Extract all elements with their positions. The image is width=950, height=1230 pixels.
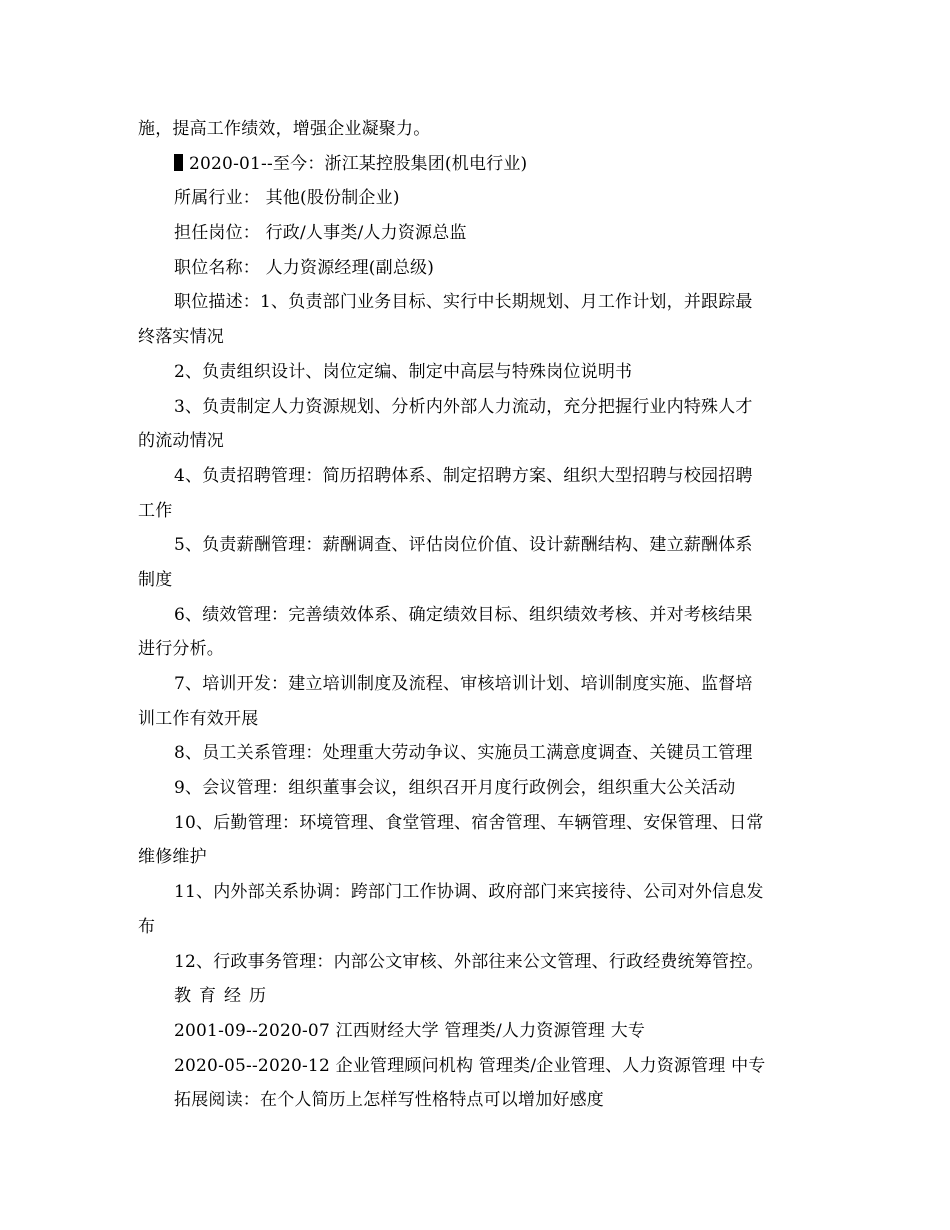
duty-item: 8、员工关系管理：处理重大劳动争议、实施员工满意度调查、关键员工管理 [174,743,753,764]
duty-item: 2、负责组织设计、岗位定编、制定中高层与特殊岗位说明书 [174,361,633,382]
text-line: 布 [138,916,156,937]
duty-item: 10、后勤管理：环境管理、食堂管理、宿舍管理、车辆管理、安保管理、日常 [174,812,764,833]
resume-body [138,112,816,1118]
further-reading-line: 拓展阅读：在个人简历上怎样写性格特点可以增加好感度 [174,1090,604,1111]
industry-line: 所属行业： 其他(股份制企业) [174,188,400,209]
duty-item: 11、内外部关系协调：跨部门工作协调、政府部门来宾接待、公司对外信息发 [174,882,764,903]
duty-item: 9、会议管理：组织董事会议，组织召开月度行政例会，组织重大公关活动 [174,778,736,799]
text-line: 制度 [138,569,173,590]
text-line: 维修维护 [138,847,207,868]
square-bullet-icon [174,154,183,171]
duty-item: 6、绩效管理：完善绩效体系、确定绩效目标、组织绩效考核、并对考核结果 [174,604,753,625]
text-line: 进行分析。 [138,639,224,660]
education-entry: 2020-05--2020-12 企业管理顾问机构 管理类/企业管理、人力资源管理 中专 [174,1055,766,1076]
text-line: 工作 [138,500,173,521]
duty-item: 3、负责制定人力资源规划、分析内外部人力流动，充分把握行业内特殊人才 [174,396,753,417]
education-entry: 2001-09--2020-07 江西财经大学 管理类/人力资源管理 大专 [174,1020,646,1041]
education-section-heading: 教育经历 [174,986,274,1007]
text-line: 的流动情况 [138,431,224,452]
duty-item: 4、负责招聘管理：简历招聘体系、制定招聘方案、组织大型招聘与校园招聘 [174,465,753,486]
job-entry-heading [138,147,816,182]
text-line: 训工作有效开展 [138,708,259,729]
job-description-line: 职位描述：1、负责部门业务目标、实行中长期规划、月工作计划，并跟踪最 [174,292,753,313]
position-line: 担任岗位： 行政/人事类/人力资源总监 [174,223,467,244]
text-line: 施，提高工作绩效，增强企业凝聚力。 [138,119,431,139]
job-title-line: 职位名称： 人力资源经理(副总级) [174,257,435,278]
text-line: 终落实情况 [138,327,224,348]
duty-item: 7、培训开发：建立培训制度及流程、审核培训计划、培训制度实施、监督培 [174,674,753,694]
duty-item: 12、行政事务管理：内部公文审核、外部往来公文管理、行政经费统筹管控。 [174,951,764,972]
duty-item: 5、负责薪酬管理：薪酬调查、评估岗位价值、设计薪酬结构、建立薪酬体系 [174,535,753,556]
job-entry-heading-text: 2020-01--至今：浙江某控股集团(机电行业) [189,153,528,174]
